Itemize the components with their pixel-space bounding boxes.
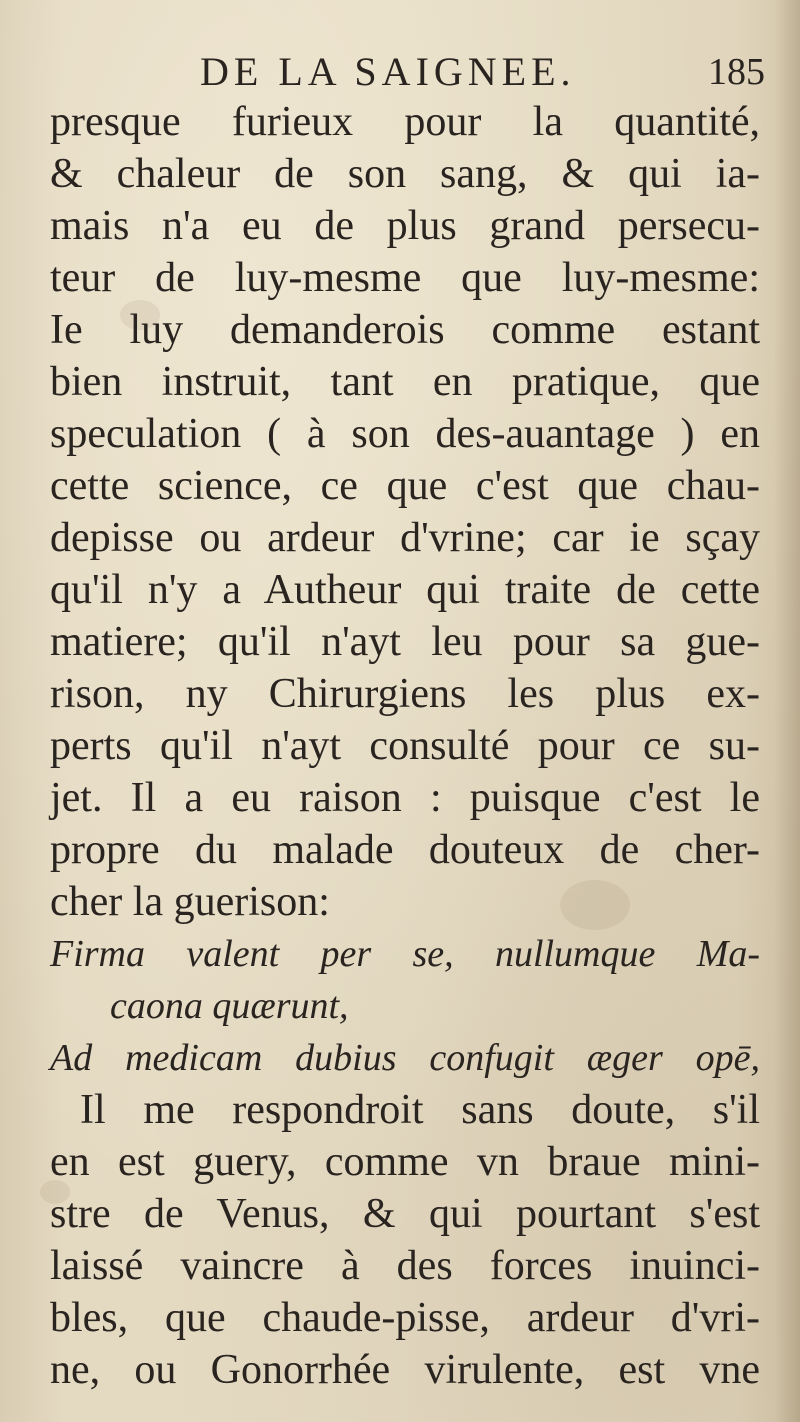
text-line: bles, que chaude-pisse, ardeur d'vri- — [50, 1295, 760, 1341]
text-line: presque furieux pour la quantité, — [50, 99, 760, 145]
text-line: Il me respondroit sans doute, s'il — [80, 1087, 760, 1133]
text-line: cette science, ce que c'est que chau- — [50, 463, 760, 509]
text-line: perts qu'il n'ayt consulté pour ce su- — [50, 723, 760, 769]
text-line: speculation ( à son des-auantage ) en — [50, 411, 760, 457]
text-line: ne, ou Gonorrhée virulente, est vne — [50, 1347, 760, 1393]
text-line: mais n'a eu de plus grand persecu- — [50, 203, 760, 249]
text-line: en est guery, comme vn braue mini- — [50, 1139, 760, 1185]
text-line: qu'il n'y a Autheur qui traite de cette — [50, 567, 760, 613]
text-block — [50, 96, 760, 1396]
verse-line: caona quærunt, — [110, 985, 349, 1027]
text-line: rison, ny Chirurgiens les plus ex- — [50, 671, 760, 717]
running-header — [200, 44, 775, 100]
text-line: cher la guerison: — [50, 879, 330, 925]
running-title: DE LA SAIGNEE. — [200, 49, 576, 94]
text-line: & chaleur de son sang, & qui ia- — [50, 151, 760, 197]
text-line: depisse ou ardeur d'vrine; car ie sçay — [50, 515, 760, 561]
text-line: matiere; qu'il n'ayt leu pour sa gue- — [50, 619, 760, 665]
verse-line: Firma valent per se, nullumque Ma- — [50, 933, 760, 975]
verse-line: Ad medicam dubius confugit æger opē, — [50, 1037, 760, 1079]
text-line: jet. Il a eu raison : puisque c'est le — [50, 775, 760, 821]
text-line: stre de Venus, & qui pourtant s'est — [50, 1191, 760, 1237]
text-line: laissé vaincre à des forces inuinci- — [50, 1243, 760, 1289]
text-line: teur de luy-mesme que luy-mesme: — [50, 255, 760, 301]
text-line: bien instruit, tant en pratique, que — [50, 359, 760, 405]
text-line: propre du malade douteux de cher- — [50, 827, 760, 873]
page-edge-shadow — [774, 0, 800, 1422]
page-number: 185 — [708, 51, 765, 93]
text-line: Ie luy demanderois comme estant — [50, 307, 760, 353]
